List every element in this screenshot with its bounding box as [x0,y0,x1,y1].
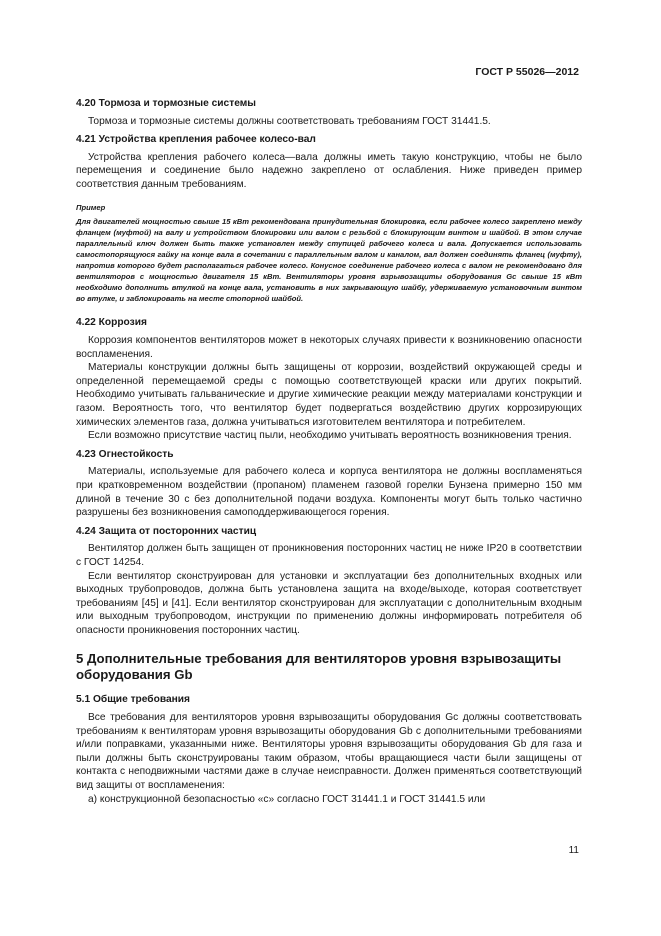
example-body: Для двигателей мощностью свыше 15 кВт рекомендована принудительная блокировка, если рабочее колесо закреплено между фланцем (муфтой) на валу и устройством блокировки или валом с резьбой с блокирующим винтом и шайбой. В этом случае параллельный ключ должен быть также установлен между ступицей рабочего колеса и вала. Допускается использовать самостопорящуюся гайку на конце вала в сочетании с параллельным валом и каналом, вал должен соединять фланец (муфту), напротив которого будет располагаться рабочее колесо. Конусное соединение рабочего колеса с валом не рекомендовано для вентиляторов с мощностью двигателя 15 кВт. Вентиляторы уровня взрывозащиты оборудования Gc свыше 15 кВт необходимо дополнить втулкой на конце вала, установить в них закрывающую шайбу, удерживаемую установочным винтом во втулке, и заблокировать на месте стопорной шайбой. [76,217,582,303]
section-4-24-text-2: Если вентилятор сконструирован для установки и эксплуатации без дополнительных входных или выходных трубопроводов, должна быть установлена защита на входе/выходе, которая соответствует требованиям [45] и [41]. Если вентилятор сконструирован для эксплуатации с дополнительным входным или выходным трубопроводом, инструкции по применению должны информировать потребителя об опасности проникновения посторонних частиц. [76,570,582,636]
section-4-22-text-2: Материалы конструкции должны быть защищены от коррозии, воздействий окружающей среды и определенной перемещаемой среды с помощью соответствующей краски или других покрытий. Необходимо учитывать гальванические и другие химические реакции между материалами конструкции и газом. Вероятность того, что вентилятор будет подвергаться воздействию других коррозирующих химических элементов газа, должна учитываться изготовителем вентилятора и потребителем. [76,362,582,428]
section-4-23-text: Материалы, используемые для рабочего колеса и корпуса вентилятора не должны воспламеняться при кратковременном воздействии (пропаном) пламенем газовой горелки Бунзена примерно 150 мм длиной в течение 30 с без дополнительной подачи воздуха. Компоненты могут быть только частично разрушены без возникновения самоподдерживающегося горения. [76,466,582,519]
section-5-1-title: 5.1 Общие требования [76,694,190,706]
section-5-1-item-a: а) конструкционной безопасностью «с» согласно ГОСТ 31441.1 и ГОСТ 31441.5 или [88,793,486,805]
section-4-21-text: Устройства крепления рабочего колеса—вала должны иметь такую конструкцию, чтобы не было перемещения и соединение было надежно закреплено от ослабления. Ниже приведен пример соответствия данным требованиям. [76,151,582,190]
section-5-1-text: Все требования для вентиляторов уровня взрывозащиты оборудования Gc должны соответствовать требованиям к вентиляторам уровня взрывозащиты оборудования Gb с дополнительными требованиями и/или поправками, указанными ниже. Вентиляторы уровня взрывозащиты оборудования Gb для газа и пыли должны быть сконструированы таким образом, чтобы вращающиеся части были защищены от контакта с неподвижными частями даже в случае неисправности. Должен применяться соответствующий вид защиты от воспламенения: [76,712,582,792]
section-4-23-title: 4.23 Огнестойкость [76,448,174,460]
section-4-21-title: 4.21 Устройства крепления рабочее колесо-вал [76,134,316,146]
section-4-22-title: 4.22 Коррозия [76,317,147,329]
page-number: 11 [568,845,579,856]
section-4-22-text-1: Коррозия компонентов вентиляторов может в некоторых случаях привести к возникновению опасности воспламенения. [76,335,582,360]
example-title: Пример [76,202,106,212]
section-4-24-text-1: Вентилятор должен быть защищен от проникновения посторонних частиц не ниже IP20 в соответствии с ГОСТ 14254. [76,543,582,568]
section-4-20-title: 4.20 Тормоза и тормозные системы [76,98,256,109]
section-5-title: 5 Дополнительные требования для вентиляторов уровня взрывозащиты оборудования Gb [76,651,562,683]
section-4-22-text-3: Если возможно присутствие частиц пыли, необходимо учитывать вероятность возникновения трения. [88,430,572,442]
page-content [76,97,582,806]
document-id: ГОСТ Р 55026—2012 [475,66,579,78]
section-4-20-text: Тормоза и тормозные системы должны соответствовать требованиям ГОСТ 31441.5. [88,115,491,127]
section-4-24-title: 4.24 Защита от посторонних частиц [76,525,257,537]
